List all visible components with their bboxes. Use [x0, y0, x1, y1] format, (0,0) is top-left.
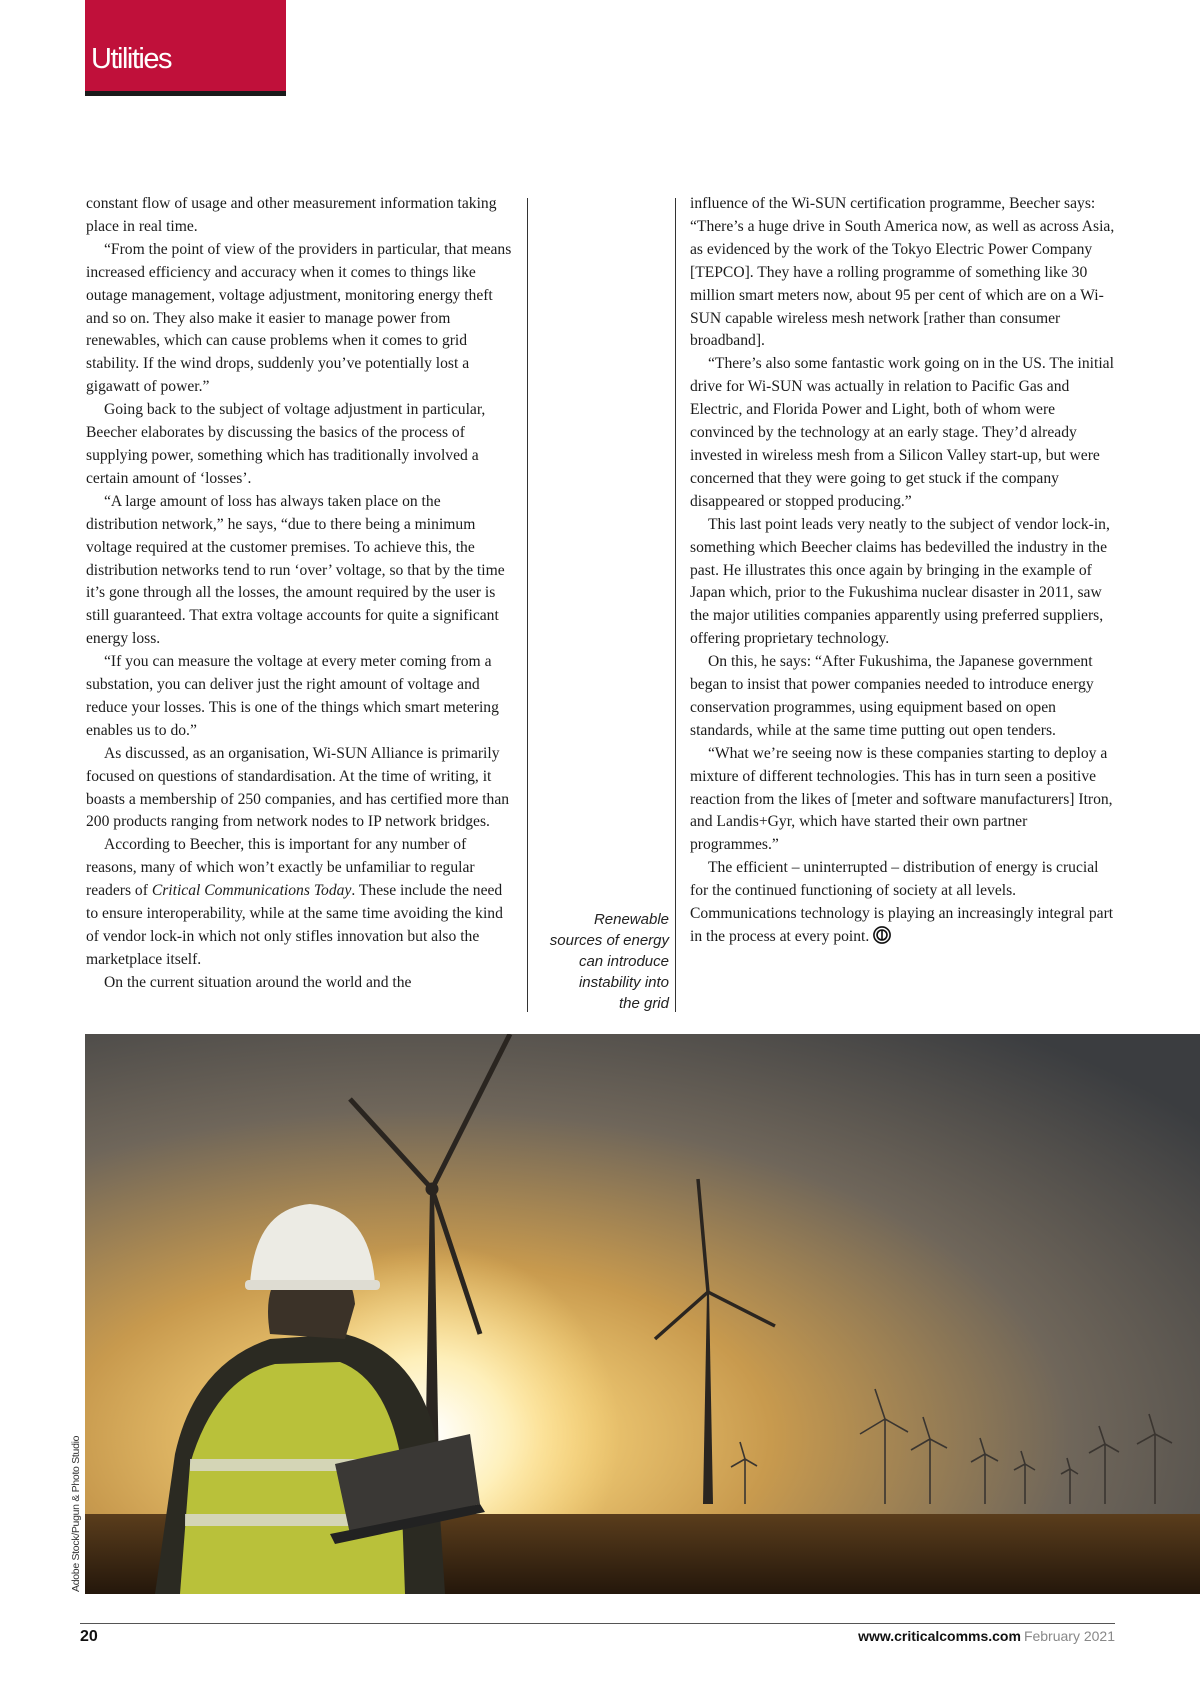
paragraph: “From the point of view of the providers in particular, that means increased efficiency and accuracy when it comes to things like outage management, voltage adjustment, monitoring energy theft and so on. They also make it easier to manage power from renewables, which can cause problems when it comes to grid stability. If the wind drops, suddenly you’ve potentially lost a gigawatt of power.” — [86, 240, 512, 396]
caption-line: the grid — [618, 995, 669, 1012]
paragraph: “A large amount of loss has always taken place on the distribution network,” he says, “due to there being a minimum voltage required at the customer premises. To achieve this, the distribution networks tend to run ‘over’ voltage, so that by the time it’s gone through all the losses, the amount required by the user is still guaranteed. That extra voltage accounts for quite a significant energy loss. — [86, 492, 505, 648]
paragraph-text: According to Beecher, this is important for any number of reasons, many of which won’t exactly be unfamiliar to regular readers of — [86, 836, 475, 900]
paragraph: influence of the Wi-SUN certification programme, Beecher says: “There’s a huge drive in South America now, as well as across Asia, as evidenced by the work of the Tokyo Electric Power Company [TEPCO]. They have a rolling programme of something like 30 million smart meters now, about 95 per cent of which are on a Wi-SUN capable wireless mesh network [rather than consumer broadband]. — [690, 195, 1115, 350]
caption-line: Renewable — [593, 911, 669, 928]
paragraph — [86, 834, 516, 971]
paragraph: “If you can measure the voltage at every meter coming from a substation, you can deliver just the right amount of voltage and reduce your losses. This is one of the things which smart metering enables us to do.” — [86, 653, 499, 739]
column-divider — [675, 198, 676, 1012]
paragraph: “What we’re seeing now is these companies starting to deploy a mixture of different technologies. This has in turn seen a positive reaction from the likes of [meter and software manufacturers] Itron, and Landis+Gyr, which have started their own partner programmes.” — [690, 744, 1113, 854]
caption-line: instability into — [578, 974, 669, 991]
article-end-icon — [873, 926, 891, 944]
paragraph: On this, he says: “After Fukushima, the Japanese government began to insist that power companies needed to introduce energy conservation programmes, using equipment based on open standards, while at the same time putting out open tenders. — [690, 653, 1094, 739]
publication-title: Critical Communications Today — [151, 882, 352, 900]
article-column-left — [86, 193, 516, 995]
photo-credit: Adobe Stock/Pugun & Photo Studio — [70, 1435, 82, 1592]
page-number: 20 — [80, 1628, 98, 1645]
article-column-right — [690, 193, 1115, 949]
paragraph: Going back to the subject of voltage adjustment in particular, Beecher elaborates by discussing the basics of the process of supplying power, something which has traditionally involved a certain amount of ‘losses’. — [86, 401, 486, 487]
paragraph — [690, 857, 1115, 949]
paragraph: This last point leads very neatly to the subject of vendor lock-in, something which Beecher claims has bedevilled the industry in the past. He illustrates this once again by bringing in the example of Japan which, prior to the Fukushima nuclear disaster in 2011, saw the major utilities companies apparently using preferred suppliers, offering proprietary technology. — [690, 515, 1110, 648]
footer-info — [858, 1628, 1115, 1644]
column-divider — [527, 198, 528, 1012]
caption-line: sources of energy — [549, 932, 669, 949]
paragraph: On the current situation around the world and the — [104, 973, 412, 991]
footer-divider — [80, 1623, 1115, 1624]
paragraph-text: . These include the need to ensure interoperability, while at the same time avoiding the kind of vendor lock-in which not only stifles innovation but also the marketplace itself. — [86, 882, 503, 968]
paragraph-text: The efficient – uninterrupted – distribution of energy is crucial for the continued functioning of society at all levels. Communications technology is playing an increasingly integral part in the process at every point. — [690, 859, 1114, 945]
caption-line: can introduce — [578, 953, 669, 970]
photo-caption — [532, 909, 669, 1014]
section-title: Utilities — [91, 43, 171, 75]
paragraph: As discussed, as an organisation, Wi-SUN Alliance is primarily focused on questions of standardisation. At the time of writing, it boasts a membership of 250 companies, and has certified more than 200 products ranging from network nodes to IP network bridges. — [86, 744, 510, 831]
wind-farm-photo — [85, 1034, 1200, 1594]
paragraph: “There’s also some fantastic work going on in the US. The initial drive for Wi-SUN was actually in relation to Pacific Gas and Electric, and Florida Power and Light, both of whom were convinced by the technology at an early stage. They’d already invested in wireless mesh from a Silicon Valley start-up, but were concerned that they were going to get stuck if the company disappeared or stopped producing.” — [690, 355, 1114, 510]
website-url[interactable]: www.criticalcomms.com — [858, 1628, 1021, 1644]
paragraph: constant flow of usage and other measurement information taking place in real time. — [86, 195, 497, 235]
section-header-tab — [85, 0, 286, 96]
issue-date: February 2021 — [1023, 1628, 1115, 1644]
